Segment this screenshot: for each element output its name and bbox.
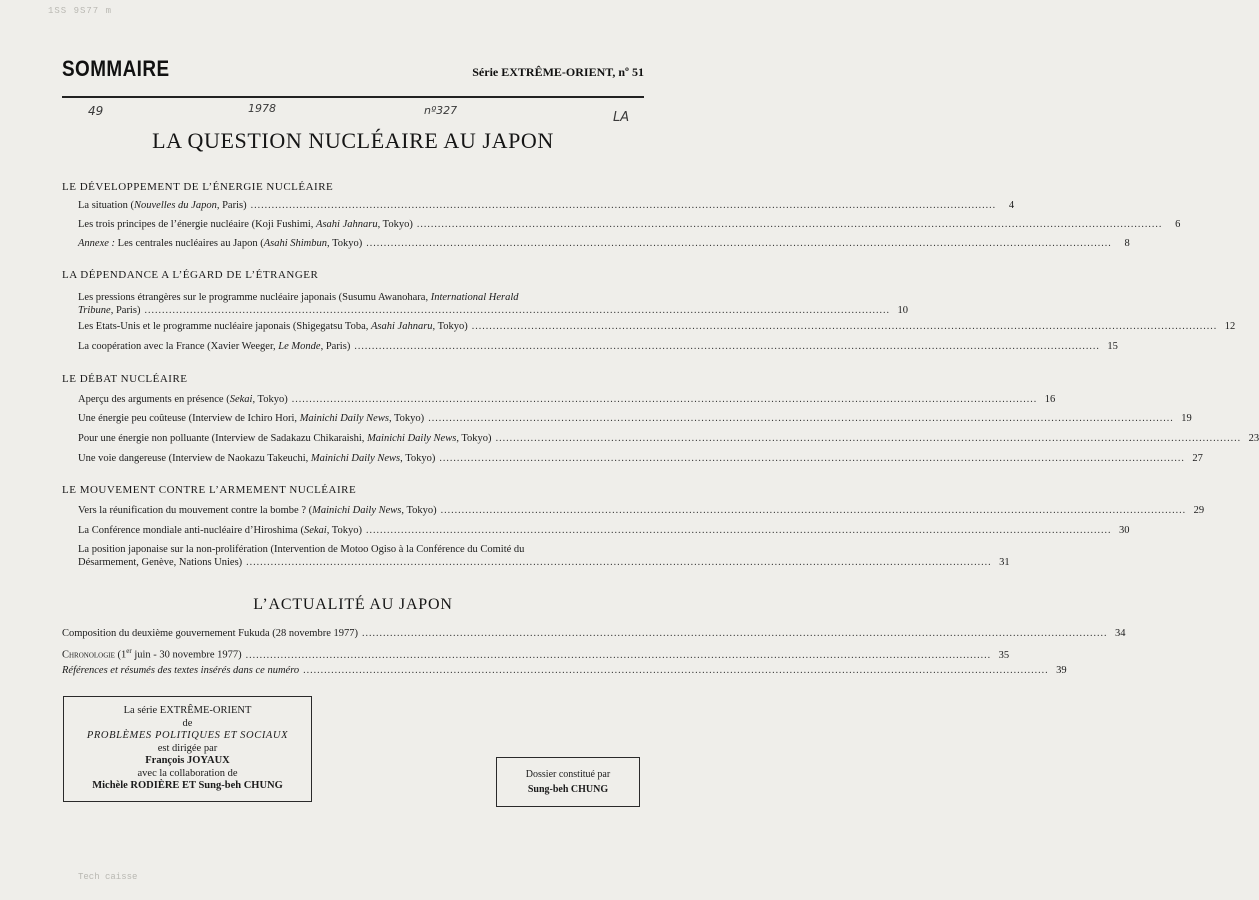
toc-entry[interactable]: La position japonaise sur la non-prolifération (Intervention de Motoo Ogiso à la Conférence du Comité du Désarmement, Genève, Nations Unies) ..... 31 [78, 543, 645, 569]
page-number: 31 [999, 557, 1010, 568]
header-rule [62, 96, 644, 98]
toc-entry[interactable]: Pour une énergie non polluante (Interview de Sadakazu Chikaraishi, Mainichi Daily News, Tokyo) ..... 23 [78, 432, 645, 445]
toc-entry[interactable]: La situation (Nouvelles du Japon, Paris) ..... 4 [78, 199, 645, 212]
toc-entry[interactable]: La Conférence mondiale anti-nucléaire d’Hiroshima (Sekai, Tokyo) ..... 30 [78, 524, 645, 537]
main-title: LA QUESTION NUCLÉAIRE AU JAPON [152, 128, 554, 153]
sommaire-heading: SOMMAIRE [62, 56, 170, 81]
series-credits-box: La série EXTRÊME-ORIENT de PROBLÈMES POLITIQUES ET SOCIAUX est dirigée par François JOYAUX avec la collaboration de Michèle RODIÈRE ET Sung-beh CHUNG [63, 696, 312, 802]
page-number: 10 [897, 305, 908, 316]
page-number: 19 [1181, 413, 1192, 424]
page-number: 27 [1192, 453, 1203, 464]
page-number: 15 [1107, 341, 1118, 352]
toc-entry[interactable]: Vers la réunification du mouvement contre la bombe ? (Mainichi Daily News, Tokyo) ..... 29 [78, 504, 645, 517]
page-number: 23 [1248, 433, 1259, 444]
handwritten-note-d: LA [613, 110, 630, 125]
toc-entry[interactable]: Chronologie (1er juin - 30 novembre 1977) ..... 35 [62, 645, 644, 662]
toc-entry[interactable]: Composition du deuxième gouvernement Fukuda (28 novembre 1977) ..... 34 [62, 627, 644, 640]
page-number: 35 [998, 649, 1010, 661]
page-number: 39 [1056, 665, 1067, 676]
handwritten-note-c: nº327 [424, 104, 458, 117]
dossier-credits-box: Dossier constitué par Sung-beh CHUNG [496, 757, 640, 807]
page-number: 6 [1175, 219, 1181, 230]
toc-entry[interactable]: Annexe : Les centrales nucléaires au Japon (Asahi Shimbun, Tokyo) ..... 8 [78, 237, 645, 250]
section-title-2: LA DÉPENDANCE A L’ÉGARD DE L’ÉTRANGER [62, 269, 319, 281]
toc-entry[interactable]: Une énergie peu coûteuse (Interview de Ichiro Hori, Mainichi Daily News, Tokyo) ..... 19 [78, 412, 645, 425]
page-number: 29 [1193, 505, 1205, 516]
section-title-4: LE MOUVEMENT CONTRE L’ARMEMENT NUCLÉAIRE [62, 484, 357, 496]
page-number: 30 [1118, 525, 1130, 536]
toc-entry[interactable]: Une voie dangereuse (Interview de Naokazu Takeuchi, Mainichi Daily News, Tokyo) ..... 27 [78, 452, 645, 465]
page-number: 34 [1115, 628, 1126, 639]
series-label: Série EXTRÊME-ORIENT, nº 51 [472, 65, 644, 79]
toc-entry[interactable]: Références et résumés des textes insérés dans ce numéro ..... 39 [62, 664, 644, 677]
section-title-3: LE DÉBAT NUCLÉAIRE [62, 373, 188, 385]
toc-entry[interactable]: Aperçu des arguments en présence (Sekai, Tokyo) ..... 16 [78, 393, 645, 406]
toc-entry[interactable]: Les trois principes de l’énergie nucléaire (Koji Fushimi, Asahi Jahnaru, Tokyo) ..... 6 [78, 218, 645, 231]
toc-entry[interactable]: Les pressions étrangères sur le programme nucléaire japonais (Susumu Awanohara, International Herald Tribune, Paris) ..... 10 [78, 291, 645, 317]
page-number: 8 [1124, 238, 1130, 249]
toc-entry[interactable]: Les Etats-Unis et le programme nucléaire japonais (Shigegatsu Toba, Asahi Jahnaru, Tokyo) ..... 12 [78, 320, 645, 333]
faint-stamp-top: 1SS 9S77 m [48, 6, 113, 16]
handwritten-note-b: 1978 [248, 102, 276, 115]
page-number: 12 [1224, 321, 1236, 332]
page-number: 4 [1008, 200, 1015, 211]
faint-stamp-bottom: Tech caisse [78, 872, 138, 882]
page-number: 16 [1044, 394, 1056, 405]
header [62, 56, 644, 86]
handwritten-note-a: 49 [88, 104, 104, 118]
actualite-title: L’ACTUALITÉ AU JAPON [253, 596, 453, 613]
section-title-1: LE DÉVELOPPEMENT DE L’ÉNERGIE NUCLÉAIRE [62, 181, 334, 193]
toc-entry[interactable]: La coopération avec la France (Xavier Weeger, Le Monde, Paris) ..... 15 [78, 340, 645, 353]
